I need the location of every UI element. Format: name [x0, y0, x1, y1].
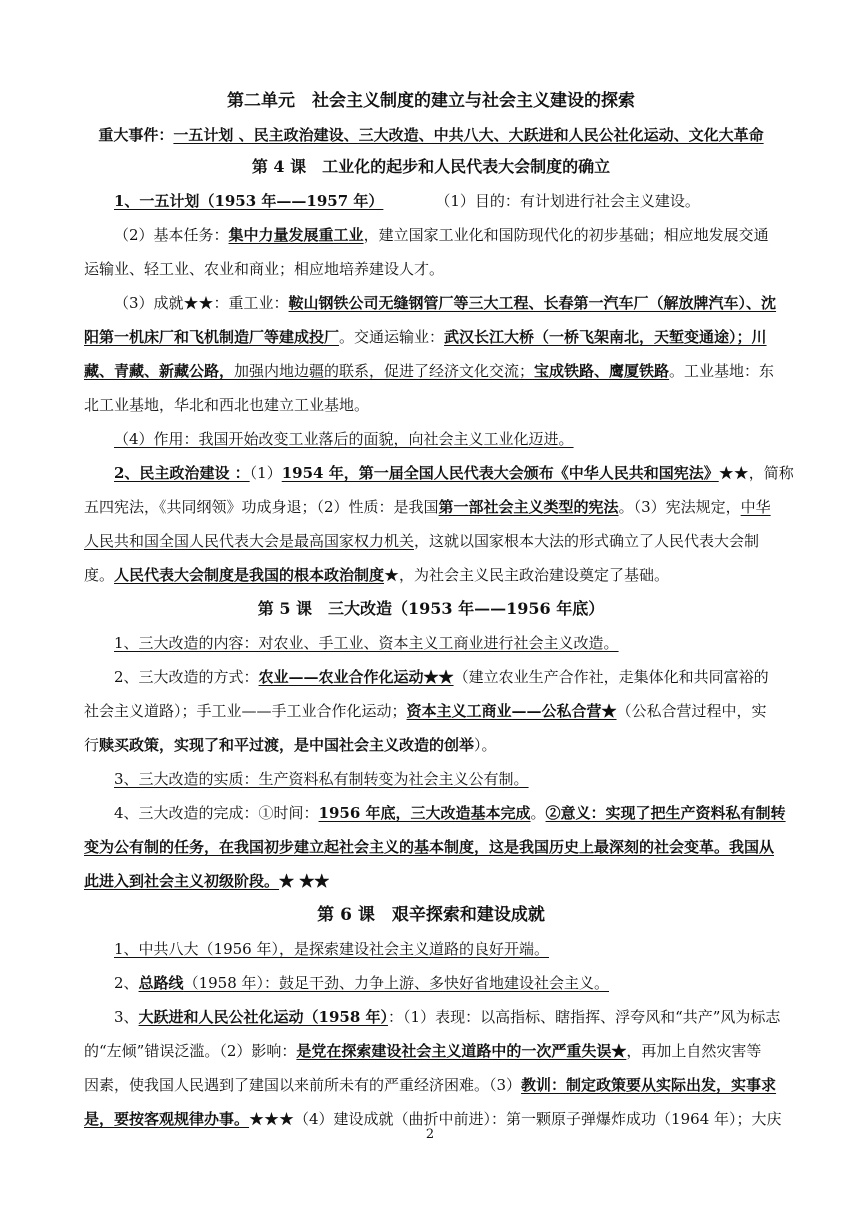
- text: 的“左倾”错误泛滥。（2）影响：: [84, 1042, 297, 1060]
- paragraph-line: [114, 973, 778, 993]
- paragraph-line: [114, 803, 786, 823]
- paragraph-line: [84, 1075, 778, 1095]
- text: ，这就以国家根本大法的形式确立了人民代表大会制: [414, 532, 760, 550]
- text: ）。: [474, 736, 497, 754]
- paragraph-line: [114, 225, 778, 245]
- text: ，再加上自然灾害等: [626, 1042, 762, 1060]
- plan-goal: （1）目的：有计划进行社会主义建设。: [435, 192, 700, 210]
- text: 社会主义道路）；手工业——手工业合作化运动；: [84, 702, 407, 720]
- paragraph-line: [114, 1007, 781, 1027]
- text: 3、: [114, 1008, 139, 1026]
- major-events-value: 一五计划 、民主政治建设、三大改造、中共八大、大跃进和人民公社化运动、文化大革命: [173, 126, 764, 144]
- text: ，建立国家工业化和国防现代化的初步基础；相应地发展交通: [363, 226, 769, 244]
- paragraph-line: [84, 531, 778, 551]
- page-number: 2: [425, 1127, 435, 1142]
- key-text: 宝成铁路、鹰厦铁路: [534, 362, 670, 380]
- paragraph-line: [84, 565, 778, 585]
- key-text: 阳第一机床厂和飞机制造厂等建成投厂: [84, 328, 340, 346]
- text: （1958 年）：鼓足干劲、力争上游、多快好省地建设社会主义。: [183, 974, 610, 992]
- key-text: 第一部社会主义类型的宪法: [438, 498, 619, 516]
- text: ★★，简称: [718, 464, 794, 482]
- key-text: 2、民主政治建设 ：: [114, 464, 250, 482]
- key-text: 人民代表大会制度是我国的根本政治制度: [114, 566, 385, 584]
- key-text: 变为公有制的任务，在我国初步建立起社会主义的基本制度，这是我国历史上最深刻的社会变革。我国从: [84, 838, 775, 856]
- key-text: ②意义：实现了把生产资料私有制转: [545, 804, 786, 822]
- text: （公私合营过程中，实: [616, 702, 767, 720]
- lesson6-title: 第 6 课 艰辛探索和建设成就: [317, 905, 545, 925]
- text: （1）: [249, 464, 282, 482]
- text: 加强内地边疆的联系，促进了经济文化交流；: [234, 362, 535, 380]
- paragraph-line: [114, 293, 778, 313]
- text: 五四宪法，《共同纲领》功成身退；（2）性质：是我国: [84, 498, 439, 516]
- key-text: 资本主义工商业——公私合营★: [406, 702, 617, 720]
- key-text: 教训：制定政策要从实际出发，实事求: [521, 1076, 777, 1094]
- text: ：（1）表现：以高指标、瞎指挥、浮夸风和“共产”风为标志: [388, 1008, 781, 1026]
- key-text: 鞍山钢铁公司无缝钢管厂等三大工程、长春第一汽车厂（解放牌汽车）、沈: [288, 294, 777, 312]
- paragraph-line: [84, 735, 778, 755]
- lesson4-title: 第 4 课 工业化的起步和人民代表大会制度的确立: [251, 157, 611, 176]
- key-text: 1954 年，第一届全国人民代表大会颁布《中华人民共和国宪法》: [281, 464, 719, 482]
- paragraph-line: [114, 463, 794, 483]
- paragraph-line: [84, 361, 778, 381]
- text: 1、三大改造的内容：对农业、手工业、资本主义工商业进行社会主义改造。: [114, 634, 619, 652]
- plan-line: [114, 191, 778, 211]
- paragraph-line: [114, 939, 778, 959]
- paragraph-line: [84, 497, 778, 517]
- paragraph-line: [84, 701, 778, 721]
- key-text: 1956 年底，三大改造基本完成: [318, 804, 531, 822]
- key-text: 藏、青藏、新藏公路，: [84, 362, 235, 380]
- text: ★，为社会主义民主政治建设奠定了基础。: [384, 566, 670, 584]
- text: 4、三大改造的完成：①时间：: [114, 804, 319, 822]
- key-text: 是党在探索建设社会主义道路中的一次严重失误★: [296, 1042, 627, 1060]
- text: （4）作用：我国开始改变工业落后的面貌，向社会主义工业化迈进。: [114, 430, 574, 448]
- paragraph-line: [114, 633, 778, 653]
- paragraph-line: [114, 769, 778, 789]
- text: 2、: [114, 974, 139, 992]
- text: 。（3）宪法规定，: [618, 498, 741, 516]
- text: 度。: [84, 566, 115, 584]
- paragraph-line: 北工业基地，华北和西北也建立工业基地。: [84, 396, 370, 414]
- text: 行: [84, 736, 100, 754]
- paragraph-line: [114, 667, 778, 687]
- paragraph-line: [84, 837, 778, 857]
- text: （3）成就★★：重工业：: [114, 294, 289, 312]
- paragraph-line: [84, 1109, 782, 1129]
- key-text: 农业——农业合作化运动★★: [258, 668, 454, 686]
- key-text: 是，要按客观规律办事。: [84, 1110, 250, 1128]
- text: ★★★（4）建设成就（曲折中前进）：第一颗原子弹爆炸成功（1964 年）；大庆: [249, 1110, 782, 1128]
- major-events-label: 重大事件：: [98, 126, 174, 144]
- unit-title: 第二单元 社会主义制度的建立与社会主义建设的探索: [227, 91, 635, 111]
- plan-heading: 1、一五计划（1953 年——1957 年）: [114, 192, 384, 210]
- text: 。交通运输业：: [339, 328, 445, 346]
- text: 。: [530, 804, 546, 822]
- text: 中华: [740, 498, 771, 516]
- text: 3、三大改造的实质：生产资料私有制转变为社会主义公有制。: [114, 770, 529, 788]
- lesson5-title: 第 5 课 三大改造（1953 年——1956 年底）: [257, 599, 605, 618]
- text: （2）基本任务：: [114, 226, 229, 244]
- text: 。工业基地：东: [669, 362, 775, 380]
- text: （建立农业生产合作社，走集体化和共同富裕的: [453, 668, 769, 686]
- key-text: 集中力量发展重工业: [228, 226, 364, 244]
- paragraph-line: 运输业、轻工业、农业和商业；相应地培养建设人才。: [84, 260, 445, 278]
- paragraph-line: [84, 871, 778, 891]
- text: 1、中共八大（1956 年），是探索建设社会主义道路的良好开端。: [114, 940, 549, 958]
- text: 人民共和国全国人民代表大会是最高国家权力机关: [84, 532, 415, 550]
- text: 2、三大改造的方式：: [114, 668, 259, 686]
- key-text: 此进入到社会主义初级阶段。: [84, 872, 280, 890]
- paragraph-line: [84, 1041, 778, 1061]
- key-text: 大跃进和人民公社化运动（1958 年）: [138, 1008, 389, 1026]
- major-events: [84, 125, 778, 145]
- text: 因素，使我国人民遇到了建国以来前所未有的严重经济困难。（3）: [84, 1076, 522, 1094]
- key-text: 武汉长江大桥（一桥飞架南北，天堑变通途）；川: [444, 328, 767, 346]
- star-rating: ★ ★★: [279, 872, 330, 890]
- key-text: 赎买政策，实现了和平过渡，是中国社会主义改造的创举: [99, 736, 475, 754]
- paragraph-line: [84, 327, 778, 347]
- key-text: 总路线: [138, 974, 184, 992]
- paragraph-line: [114, 429, 778, 449]
